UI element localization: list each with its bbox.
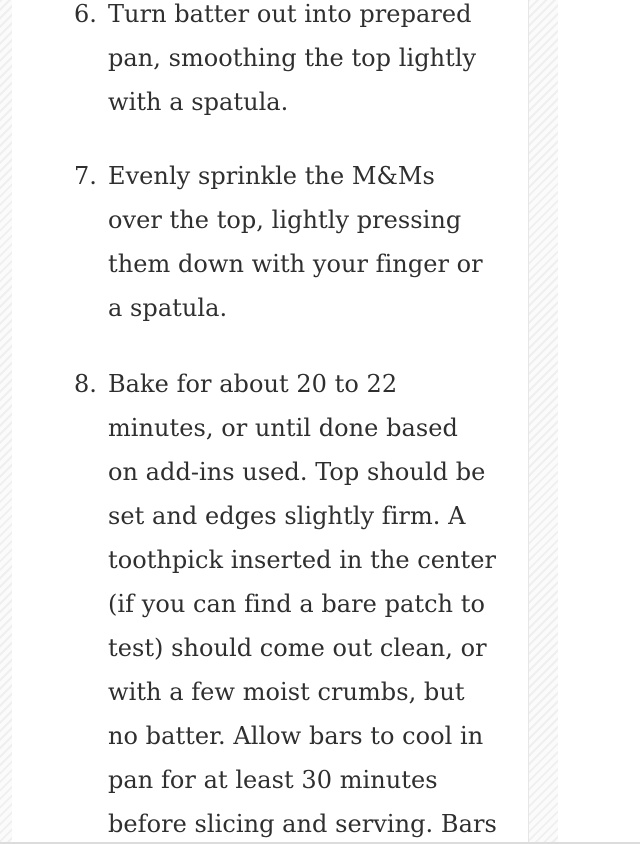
step-number: 8.	[74, 370, 97, 398]
step-text-line: pan, smoothing the top lightly	[108, 44, 477, 72]
step-text-line: no batter. Allow bars to cool in	[108, 722, 484, 750]
step-text-line: before slicing and serving. Bars	[108, 810, 497, 838]
step-text-line: test) should come out clean, or	[108, 634, 487, 662]
step-text	[108, 0, 480, 124]
left-page-margin	[0, 0, 12, 844]
step-text	[108, 362, 497, 844]
step-number: 6.	[74, 0, 97, 28]
step-text-line: set and edges slightly firm. A	[108, 502, 466, 530]
step-text-line: Evenly sprinkle the M&Ms	[108, 162, 435, 190]
recipe-instructions	[12, 0, 528, 844]
step-text-line: (if you can find a bare patch to	[108, 590, 485, 618]
step-text-line: them down with your finger or	[108, 250, 483, 278]
step-text-line: toothpick inserted in the center	[108, 546, 496, 574]
step-text-line: with a spatula.	[108, 88, 289, 116]
step-text-line: a spatula.	[108, 294, 228, 322]
step-text-line: over the top, lightly pressing	[108, 206, 462, 234]
step-text-line: Turn batter out into prepared	[108, 0, 472, 28]
step-text-line: with a few moist crumbs, but	[108, 678, 465, 706]
step-text-line: minutes, or until done based	[108, 414, 458, 442]
step-number: 7.	[74, 162, 97, 190]
step-text-line: Bake for about 20 to 22	[108, 370, 398, 398]
right-page-margin	[528, 0, 558, 844]
step-text-line: on add-ins used. Top should be	[108, 458, 486, 486]
step-text	[108, 154, 483, 330]
step-text-line: pan for at least 30 minutes	[108, 766, 438, 794]
